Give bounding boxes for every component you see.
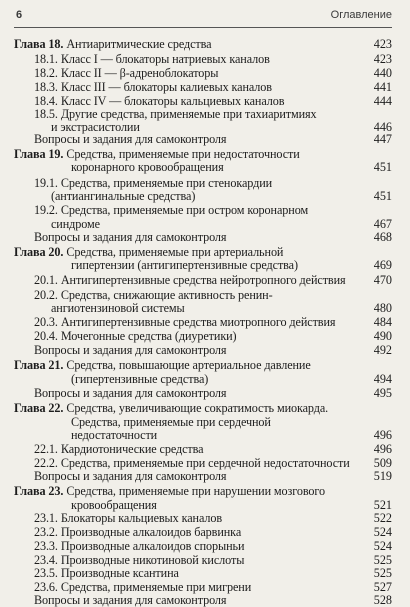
toc-entry: [34, 512, 358, 525]
entry-page-number: 495: [373, 386, 392, 400]
entry-page-number: 527: [373, 580, 392, 594]
toc-entry: [71, 259, 358, 272]
entry-title: 20.3. Антигипертензивные средства миотропного действия: [34, 316, 336, 329]
toc-entry: [34, 581, 358, 594]
toc-entry: [71, 499, 358, 512]
toc-entry: [34, 387, 358, 400]
entry-page-number: 423: [373, 52, 392, 66]
entry-page-number: 467: [373, 217, 392, 231]
entry-title: 20.4. Мочегонные средства (диуретики): [34, 330, 237, 343]
entry-page-number: 441: [373, 80, 392, 94]
toc-entry: [34, 554, 358, 567]
entry-page-number: 470: [373, 273, 392, 287]
toc-chapter-entry: [14, 38, 358, 51]
entry-page-number: 522: [373, 511, 392, 525]
entry-title: Вопросы и задания для самоконтроля: [34, 133, 227, 146]
entry-title: кровообращения: [71, 499, 157, 512]
toc-entry: [51, 218, 358, 231]
toc-entry: [34, 540, 358, 553]
toc-entry: [34, 204, 358, 217]
chapter-label: Глава 22.: [14, 402, 64, 415]
entry-title: Средства, применяемые при нарушении мозгового: [63, 485, 325, 498]
running-title: Оглавление: [330, 9, 392, 21]
toc-entry: [34, 526, 358, 539]
toc-chapter-entry: [14, 359, 358, 372]
toc-entry: [71, 429, 358, 442]
entry-page-number: 469: [373, 258, 392, 272]
toc-entry: [34, 177, 358, 190]
entry-page-number: 440: [373, 66, 392, 80]
entry-title: недостаточности: [71, 429, 158, 442]
chapter-label: Глава 19.: [14, 148, 64, 161]
entry-page-number: 525: [373, 553, 392, 567]
entry-title: коронарного кровообращения: [71, 161, 224, 174]
entry-page-number: 494: [373, 372, 392, 386]
entry-page-number: 451: [373, 189, 392, 203]
toc-entry: [34, 274, 358, 287]
entry-title: 22.2. Средства, применяемые при сердечной недостаточности: [34, 457, 350, 470]
entry-page-number: 446: [373, 120, 392, 134]
chapter-label: Глава 18.: [14, 38, 64, 51]
entry-page-number: 484: [373, 315, 392, 329]
entry-title: синдроме: [51, 218, 100, 231]
chapter-label: Глава 21.: [14, 359, 64, 372]
entry-title: 23.6. Средства, применяемые при мигрени: [34, 581, 252, 594]
toc-entry: [51, 190, 358, 203]
toc-entry: [34, 81, 358, 94]
toc-entry: [34, 316, 358, 329]
entry-title: 19.1. Средства, применяемые при стенокардии: [34, 177, 273, 190]
entry-title: 23.3. Производные алкалоидов спорыньи: [34, 540, 245, 553]
toc-entry: [34, 67, 358, 80]
toc-chapter-entry: [14, 246, 358, 259]
entry-page-number: 423: [373, 37, 392, 51]
toc-entry: [34, 443, 358, 456]
toc-entry: [34, 457, 358, 470]
toc-entry: [34, 95, 358, 108]
entry-title: Средства, повышающие артериальное давление: [63, 359, 311, 372]
toc-chapter-entry: [14, 148, 358, 161]
entry-title: 23.2. Производные алкалоидов барвинка: [34, 526, 242, 539]
chapter-label: Глава 20.: [14, 246, 64, 259]
toc-entry: [34, 567, 358, 580]
entry-title: 18.5. Другие средства, применяемые при тахиаритмиях: [34, 108, 317, 121]
entry-title: гипертензии (антигипертензивные средства): [71, 259, 298, 272]
entry-page-number: 496: [373, 442, 392, 456]
entry-page-number: 451: [373, 160, 392, 174]
toc-chapter-entry: [14, 402, 358, 415]
page-number: 6: [16, 9, 23, 21]
entry-page-number: 492: [373, 343, 392, 357]
entry-page-number: 521: [373, 498, 392, 512]
entry-page-number: 496: [373, 428, 392, 442]
toc-entry: [51, 302, 358, 315]
entry-title: Средства, применяемые при сердечной: [71, 416, 271, 429]
entry-title: Антиаритмические средства: [63, 38, 212, 51]
toc-entry: [34, 53, 358, 66]
toc-entry: [34, 470, 358, 483]
entry-title: 18.3. Класс III — блокаторы калиевых каналов: [34, 81, 272, 94]
entry-title: 23.4. Производные никотиновой кислоты: [34, 554, 245, 567]
entry-title: Вопросы и задания для самоконтроля: [34, 594, 227, 607]
toc-entry: [34, 330, 358, 343]
toc-entry: [34, 108, 358, 121]
entry-page-number: 528: [373, 593, 392, 607]
entry-title: ангиотензиновой системы: [51, 302, 185, 315]
toc-entry: [34, 344, 358, 357]
entry-title: Средства, применяемые при недостаточности: [63, 148, 300, 161]
entry-title: 18.4. Класс IV — блокаторы кальциевых каналов: [34, 95, 285, 108]
entry-title: (антиангинальные средства): [51, 190, 196, 203]
entry-page-number: 480: [373, 301, 392, 315]
toc-entry: [34, 231, 358, 244]
entry-title: 19.2. Средства, применяемые при остром коронарном: [34, 204, 309, 217]
toc-entry: [34, 133, 358, 146]
entry-title: Вопросы и задания для самоконтроля: [34, 231, 227, 244]
entry-title: 22.1. Кардиотонические средства: [34, 443, 204, 456]
entry-title: 18.2. Класс II — β-адреноблокаторы: [34, 67, 219, 80]
toc-entry: [71, 373, 358, 386]
entry-title: Вопросы и задания для самоконтроля: [34, 387, 227, 400]
entry-page-number: 525: [373, 566, 392, 580]
entry-title: (гипертензивные средства): [71, 373, 209, 386]
toc-entry: [71, 416, 358, 429]
toc-entry: [34, 289, 358, 302]
toc-chapter-entry: [14, 485, 358, 498]
entry-page-number: 519: [373, 469, 392, 483]
chapter-label: Глава 23.: [14, 485, 64, 498]
entry-page-number: 524: [373, 539, 392, 553]
entry-title: и экстрасистолии: [51, 121, 140, 134]
entry-page-number: 447: [373, 132, 392, 146]
entry-page-number: 444: [373, 94, 392, 108]
entry-title: 20.1. Антигипертензивные средства нейротропного действия: [34, 274, 346, 287]
entry-title: 18.1. Класс I — блокаторы натриевых каналов: [34, 53, 270, 66]
entry-title: Вопросы и задания для самоконтроля: [34, 344, 227, 357]
entry-title: 23.1. Блокаторы кальциевых каналов: [34, 512, 222, 525]
entry-page-number: 468: [373, 230, 392, 244]
toc-entry: [71, 161, 358, 174]
entry-title: 20.2. Средства, снижающие активность ренин-: [34, 289, 273, 302]
entry-title: Средства, увеличивающие сократимость миокарда.: [63, 402, 329, 415]
entry-title: 23.5. Производные ксантина: [34, 567, 179, 580]
entry-page-number: 524: [373, 525, 392, 539]
entry-title: Средства, применяемые при артериальной: [63, 246, 284, 259]
entry-page-number: 490: [373, 329, 392, 343]
entry-page-number: 509: [373, 456, 392, 470]
entry-title: Вопросы и задания для самоконтроля: [34, 470, 227, 483]
toc-entry: [34, 594, 358, 607]
